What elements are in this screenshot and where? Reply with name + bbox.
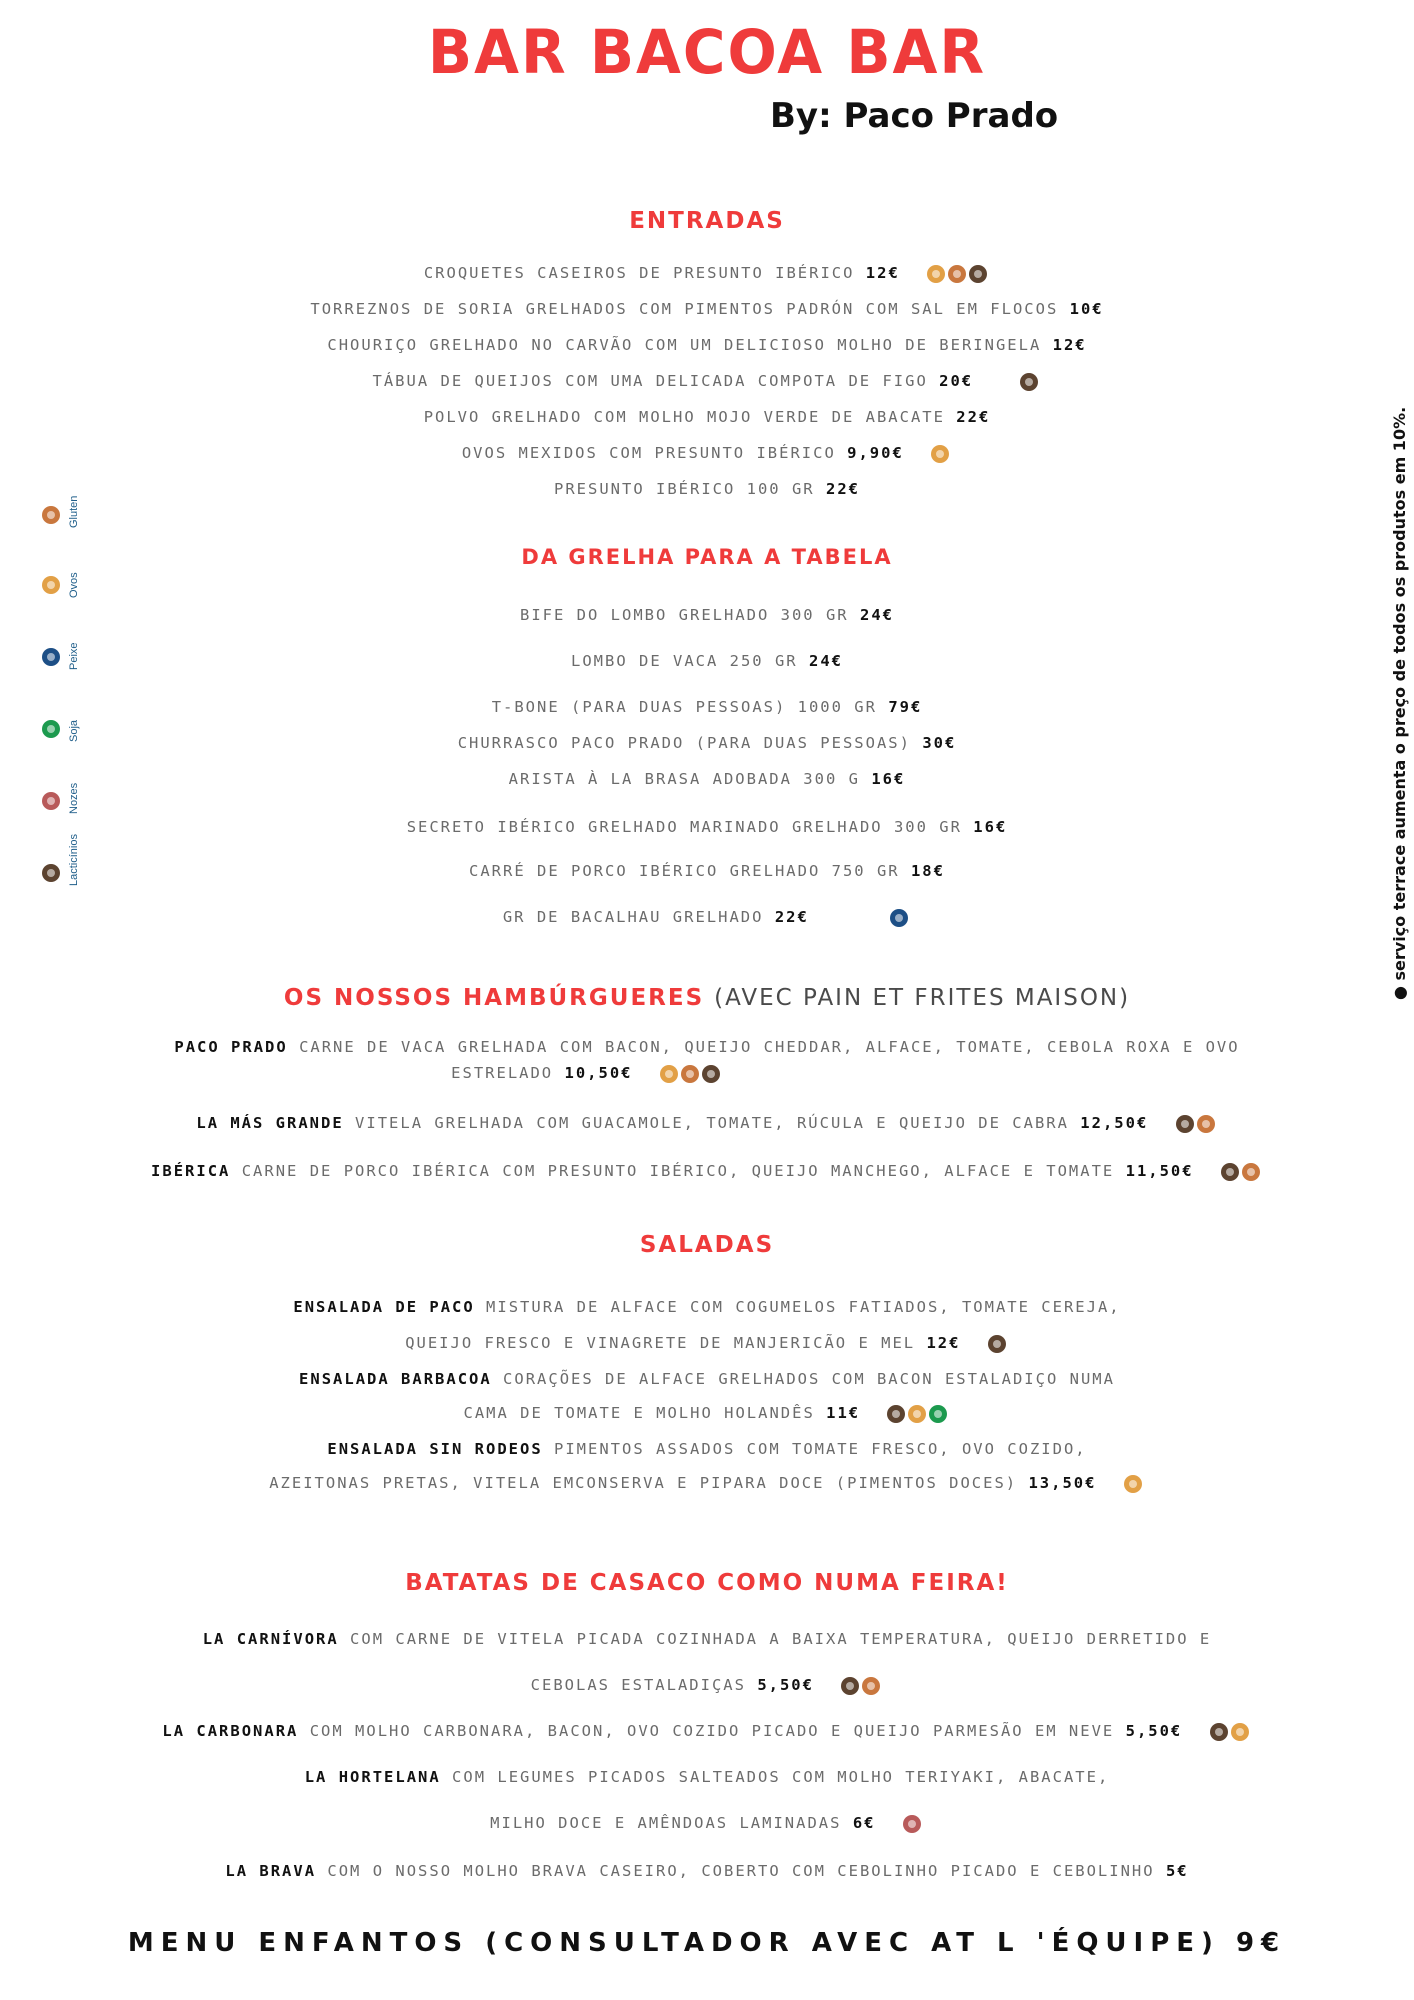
menu-item-continued: QUEIJO FRESCO E VINAGRETE DE MANJERICÃO E MEL 12€ xyxy=(0,1334,1414,1353)
menu-item-continued: MILHO DOCE E AMÊNDOAS LAMINADAS 6€ xyxy=(0,1814,1414,1833)
dairy-icon xyxy=(887,1405,905,1423)
menu-item: TORREZNOS DE SORIA GRELHADOS COM PIMENTOS PADRÓN COM SAL EM FLOCOS 10€ xyxy=(310,300,1104,318)
soy-icon xyxy=(929,1405,947,1423)
menu-item-continued: CAMA DE TOMATE E MOLHO HOLANDÊS 11€ xyxy=(0,1404,1414,1423)
menu-item: SECRETO IBÉRICO GRELHADO MARINADO GRELHADO 300 GR 16€ xyxy=(406,818,1008,836)
gluten-icon xyxy=(1242,1163,1260,1181)
menu-item: IBÉRICA CARNE DE PORCO IBÉRICA COM PRESUNTO IBÉRICO, QUEIJO MANCHEGO, ALFACE E TOMATE 11,50€ xyxy=(0,1162,1414,1181)
menu-item: GR DE BACALHAU GRELHADO 22€ xyxy=(0,908,1414,927)
gluten-icon xyxy=(42,506,60,524)
dairy-icon xyxy=(702,1065,720,1083)
section-title-grelha: DA GRELHA PARA A TABELA xyxy=(521,545,893,569)
terrace-note: ● serviço terrace aumenta o preço de todos os produtos em 10%. xyxy=(1390,406,1409,1000)
eggs-icon xyxy=(660,1065,678,1083)
kids-menu: MENU ENFANTOS (CONSULTADOR AVEC AT L 'ÉQUIPE) 9€ xyxy=(127,1928,1287,1958)
dairy-icon xyxy=(1176,1115,1194,1133)
menu-item: POLVO GRELHADO COM MOLHO MOJO VERDE DE ABACATE 22€ xyxy=(423,408,991,426)
menu-item: T-BONE (PARA DUAS PESSOAS) 1000 GR 79€ xyxy=(491,698,923,716)
legend-ovos xyxy=(42,568,132,608)
menu-item: CARRÉ DE PORCO IBÉRICO GRELHADO 750 GR 18€ xyxy=(469,862,945,880)
restaurant-title: BAR BACOA BAR xyxy=(427,16,987,88)
eggs-icon xyxy=(927,265,945,283)
legend-gluten xyxy=(42,495,132,538)
legend-label: Soja xyxy=(68,719,80,742)
dairy-icon xyxy=(1020,373,1038,391)
gluten-icon xyxy=(948,265,966,283)
menu-item: LA MÁS GRANDE VITELA GRELHADA COM GUACAMOLE, TOMATE, RÚCULA E QUEIJO DE CABRA 12,50€ xyxy=(0,1114,1414,1133)
fish-icon xyxy=(890,909,908,927)
legend-label: Ovos xyxy=(68,572,80,598)
dairy-icon xyxy=(1210,1723,1228,1741)
section-title-burgers: OS NOSSOS HAMBÚRGUERES (AVEC PAIN ET FRITES MAISON) xyxy=(283,985,1131,1011)
menu-item: PRESUNTO IBÉRICO 100 GR 22€ xyxy=(554,480,860,498)
dairy-icon xyxy=(969,265,987,283)
menu-item: LA CARBONARA COM MOLHO CARBONARA, BACON, OVO COZIDO PICADO E QUEIJO PARMESÃO EM NEVE 5,50€ xyxy=(0,1722,1414,1741)
gluten-icon xyxy=(681,1065,699,1083)
menu-item: CROQUETES CASEIROS DE PRESUNTO IBÉRICO 12€ xyxy=(0,264,1414,283)
menu-item: ARISTA À LA BRASA ADOBADA 300 G 16€ xyxy=(508,770,906,788)
menu-item: CHOURIÇO GRELHADO NO CARVÃO COM UM DELICIOSO MOLHO DE BERINGELA 12€ xyxy=(327,336,1087,354)
legend-label: Nozes xyxy=(68,782,80,814)
menu-item: LA CARNÍVORA COM CARNE DE VITELA PICADA COZINHADA A BAIXA TEMPERATURA, QUEIJO DERRETIDO E xyxy=(202,1630,1212,1648)
menu-item: ENSALADA DE PACO MISTURA DE ALFACE COM COGUMELOS FATIADOS, TOMATE CEREJA, xyxy=(293,1298,1121,1316)
menu-item: BIFE DO LOMBO GRELHADO 300 GR 24€ xyxy=(520,606,894,624)
dairy-icon xyxy=(988,1335,1006,1353)
eggs-icon xyxy=(1231,1723,1249,1741)
menu-item: OVOS MEXIDOS COM PRESUNTO IBÉRICO 9,90€ xyxy=(0,444,1414,463)
menu-item: LA BRAVA COM O NOSSO MOLHO BRAVA CASEIRO, COBERTO COM CEBOLINHO PICADO E CEBOLINHO 5€ xyxy=(225,1862,1189,1880)
legend-label: Peixe xyxy=(68,642,80,670)
menu-item-continued: CEBOLAS ESTALADIÇAS 5,50€ xyxy=(0,1676,1414,1695)
dairy-icon xyxy=(841,1677,859,1695)
eggs-icon xyxy=(42,576,60,594)
menu-item-continued: AZEITONAS PRETAS, VITELA EMCONSERVA E PIPARA DOCE (PIMENTOS DOCES) 13,50€ xyxy=(0,1474,1414,1493)
nuts-icon xyxy=(42,792,60,810)
menu-item: CHURRASCO PACO PRADO (PARA DUAS PESSOAS) 30€ xyxy=(457,734,957,752)
legend-label: Gluten xyxy=(68,495,80,528)
section-title-batatas: BATATAS DE CASACO COMO NUMA FEIRA! xyxy=(405,1570,1009,1596)
nuts-icon xyxy=(903,1815,921,1833)
dairy-icon xyxy=(1221,1163,1239,1181)
menu-item: ENSALADA BARBACOA CORAÇÕES DE ALFACE GRELHADOS COM BACON ESTALADIÇO NUMA xyxy=(299,1370,1115,1388)
menu-item: TÁBUA DE QUEIJOS COM UMA DELICADA COMPOTA DE FIGO 20€ xyxy=(0,372,1414,391)
section-title-entradas: ENTRADAS xyxy=(629,208,785,234)
legend-label: Lacticínios xyxy=(68,834,80,886)
menu-item-continued: ESTRELADO 10,50€ xyxy=(0,1064,1294,1083)
gluten-icon xyxy=(1197,1115,1215,1133)
menu-item: PACO PRADO CARNE DE VACA GRELHADA COM BACON, QUEIJO CHEDDAR, ALFACE, TOMATE, CEBOLA ROXA E OVO xyxy=(174,1038,1240,1056)
byline: By: Paco Prado xyxy=(770,96,1059,136)
eggs-icon xyxy=(1124,1475,1142,1493)
section-title-saladas: SALADAS xyxy=(639,1232,775,1258)
menu-item: ENSALADA SIN RODEOS PIMENTOS ASSADOS COM TOMATE FRESCO, OVO COZIDO, xyxy=(327,1440,1087,1458)
eggs-icon xyxy=(908,1405,926,1423)
gluten-icon xyxy=(862,1677,880,1695)
menu-item: LA HORTELANA COM LEGUMES PICADOS SALTEADOS COM MOLHO TERIYAKI, ABACATE, xyxy=(304,1768,1110,1786)
eggs-icon xyxy=(931,445,949,463)
menu-item: LOMBO DE VACA 250 GR 24€ xyxy=(571,652,843,670)
